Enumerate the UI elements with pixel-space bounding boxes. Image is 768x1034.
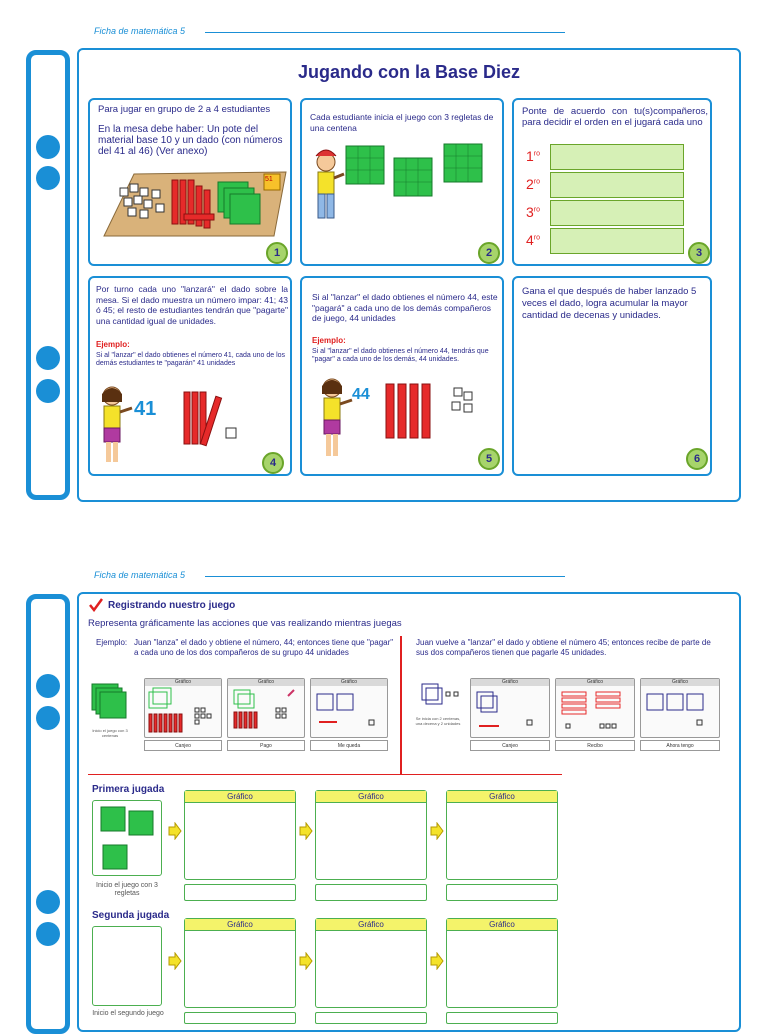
left-start-caption: Inicio el juego con 3 centenas [92, 728, 128, 738]
page1-binder-spine [26, 50, 70, 500]
binder-hole [36, 890, 60, 914]
example-label: Ejemplo: [312, 336, 346, 345]
card-6 [512, 276, 712, 476]
card-text: Cada estudiante inicia el juego con 3 regletas de una centena [310, 112, 494, 133]
card-number: 3 [688, 242, 710, 264]
graph-box-header: Gráfico [447, 791, 557, 803]
now-have-sketch [641, 686, 719, 736]
unit-cubes [452, 388, 472, 412]
start-state-icon [418, 680, 462, 714]
card-1 [88, 98, 292, 266]
graph-box-header: Gráfico [447, 919, 557, 931]
graph-box-header: Gráfico [185, 919, 295, 931]
graph-box[interactable] [184, 790, 296, 880]
order-slot-3[interactable] [550, 200, 684, 226]
graph-box-header: Gráfico [316, 791, 426, 803]
mini-graph-header: Gráfico [228, 679, 304, 686]
page2-binder-spine [26, 594, 70, 1034]
mini-graph-header: Gráfico [556, 679, 634, 686]
graph-caption-field[interactable] [184, 1012, 296, 1024]
example-label: Ejemplo: [96, 638, 128, 647]
mini-graph-canjeo [144, 678, 222, 738]
mini-graph-me-queda [310, 678, 388, 738]
binder-hole [36, 166, 60, 190]
hundred-flat-3 [444, 144, 482, 182]
payment-sketch [228, 686, 304, 736]
graph-box-header: Gráfico [316, 919, 426, 931]
hundred-flat-1 [346, 146, 384, 184]
page1-header-line [205, 32, 565, 33]
die-label: 51 [265, 176, 273, 183]
big-number: 41 [134, 398, 157, 420]
page2-header-line [205, 576, 565, 577]
mini-graph-header: Gráfico [145, 679, 221, 686]
page-title: Jugando con la Base Diez [297, 62, 521, 82]
unit-cube [226, 428, 236, 438]
second-round-start-box[interactable] [92, 926, 162, 1006]
card-text: Gana el que después de haber lanzado 5 veces el dado, logra acumular la mayor cantidad de decenas y unidades. [522, 286, 697, 321]
exchange-sketch [471, 686, 549, 736]
card-3 [512, 98, 712, 266]
mini-graph-recibo [555, 678, 635, 738]
binder-hole [36, 706, 60, 730]
instruction-text: Representa gráficamente las acciones que vas realizando mientras juegas [88, 618, 402, 629]
graph-caption-field[interactable] [446, 884, 558, 901]
graph-caption-field[interactable] [315, 1012, 427, 1024]
graph-box[interactable] [446, 918, 558, 1008]
page1-header: Ficha de matemática 5 [94, 26, 186, 36]
first-round-start-box [92, 800, 162, 876]
card-text: Para jugar en grupo de 2 a 4 estudiantes [98, 104, 271, 115]
right-start-caption: Se inicia con 2 centenas, una decena y 2 unidades [415, 716, 461, 726]
ordinal-4: $4^{ro}$ [526, 232, 541, 248]
girl-figure [102, 387, 132, 462]
order-slot-4[interactable] [550, 228, 684, 254]
hundred-flat-2 [394, 158, 432, 196]
page2-header: Ficha de matemática 5 [94, 570, 186, 580]
girl-with-41-illustration [94, 382, 290, 472]
girl-with-44-illustration [306, 374, 502, 472]
arrow-right-icon [430, 952, 444, 970]
mini-graph-ahora-tengo [640, 678, 720, 738]
second-round-title: Segunda jugada [92, 910, 170, 921]
receive-sketch [556, 686, 634, 736]
card-4 [88, 276, 292, 476]
graph-box[interactable] [446, 790, 558, 880]
first-round-caption: Inicio el juego con 3 regletas [96, 882, 158, 897]
ordinal-3: $3^{ro}$ [526, 204, 541, 220]
card-number: 6 [686, 448, 708, 470]
mini-step-label: Canjeo [144, 740, 222, 751]
arrow-right-icon [299, 822, 313, 840]
arrow-right-icon [168, 952, 182, 970]
card-number: 4 [262, 452, 284, 474]
hundred-flats [218, 182, 260, 224]
exchange-sketch [145, 686, 221, 736]
graph-box[interactable] [315, 918, 427, 1008]
card-5 [300, 276, 504, 476]
student-with-hundreds-illustration [304, 140, 502, 236]
mini-graph-header: Gráfico [311, 679, 387, 686]
mini-step-label: Pago [227, 740, 305, 751]
girl-figure [322, 379, 352, 456]
graph-box[interactable] [184, 918, 296, 1008]
mini-graph-header: Gráfico [641, 679, 719, 686]
order-slot-2[interactable] [550, 172, 684, 198]
first-round-title: Primera jugada [92, 784, 165, 795]
binder-hole [36, 135, 60, 159]
horizontal-divider [88, 774, 562, 775]
example-left-text: Juan "lanza" el dado y obtiene el número, 44; entonces tiene que "pagar" a cada uno de los dos compañeros de su grupo 44 unidades [134, 638, 394, 657]
mini-step-label: Me queda [310, 740, 388, 751]
mini-graph-header: Gráfico [471, 679, 549, 686]
graph-caption-field[interactable] [184, 884, 296, 901]
card-2 [300, 98, 504, 266]
binder-hole [36, 674, 60, 698]
base-ten-material-illustration [94, 166, 288, 238]
three-hundreds-icon [88, 680, 128, 720]
example-text: Si al "lanzar" el dado obtienes el número 41, cada uno de los demás estudiantes te "pagarán" 41 unidades [96, 352, 286, 367]
ordinal-2: $2^{ro}$ [526, 176, 541, 192]
ten-rods [184, 392, 222, 446]
card-text: Por turno cada uno "lanzará" el dado sobre la mesa. Si el dado muestra un número impar: 41; 43 ó 45; el resto de estudiantes tendrán que "pagarte" una cantidad igual de unidades. [96, 284, 288, 326]
example-label: Ejemplo: [96, 340, 130, 349]
binder-hole [36, 346, 60, 370]
checkmark-icon [88, 598, 104, 612]
order-slot-1[interactable] [550, 144, 684, 170]
graph-caption-field[interactable] [315, 884, 427, 901]
example-right-text: Juan vuelve a "lanzar" el dado y obtiene el número 45; entonces recibe de parte de sus dos compañeros tienen que pagarle 45 unidades. [416, 638, 711, 657]
big-number: 44 [352, 386, 370, 403]
arrow-right-icon [430, 822, 444, 840]
ordinal-1: $1^{ro}$ [526, 148, 541, 164]
card-number: 2 [478, 242, 500, 264]
card-number: 1 [266, 242, 288, 264]
card-text: Si al "lanzar" el dado obtienes el número 44, este "pagará" a cada uno de los demás compañeros de juego, 44 unidades [312, 292, 498, 323]
card-number: 5 [478, 448, 500, 470]
graph-caption-field[interactable] [446, 1012, 558, 1024]
mini-graph-pago [227, 678, 305, 738]
mini-step-label: Recibo [555, 740, 635, 751]
three-hundreds-icon [93, 801, 161, 875]
arrow-right-icon [299, 952, 313, 970]
mini-step-label: Canjeo [470, 740, 550, 751]
graph-box[interactable] [315, 790, 427, 880]
binder-hole [36, 922, 60, 946]
vertical-divider [400, 636, 402, 774]
mini-step-label: Ahora tengo [640, 740, 720, 751]
card-text: Ponte de acuerdo con tu(s)compañeros, para decidir el orden en el jugará cada uno [522, 106, 708, 128]
boy-figure [316, 150, 344, 218]
ten-rods [386, 384, 430, 438]
binder-hole [36, 379, 60, 403]
remaining-sketch [311, 686, 387, 736]
example-text: Si al "lanzar" el dado obtienes el número 44, tendrás que "pagar" a cada uno de los demás, 44 unidades. [312, 348, 489, 363]
mini-graph-canjeo-2 [470, 678, 550, 738]
section-title: Registrando nuestro juego [108, 600, 236, 611]
second-round-caption: Inicio el segundo juego [92, 1010, 164, 1017]
arrow-right-icon [168, 822, 182, 840]
graph-box-header: Gráfico [185, 791, 295, 803]
card-text: En la mesa debe haber: Un pote del material base 10 y un dado (con números del 41 al 46) (Ver anexo) [98, 124, 283, 157]
